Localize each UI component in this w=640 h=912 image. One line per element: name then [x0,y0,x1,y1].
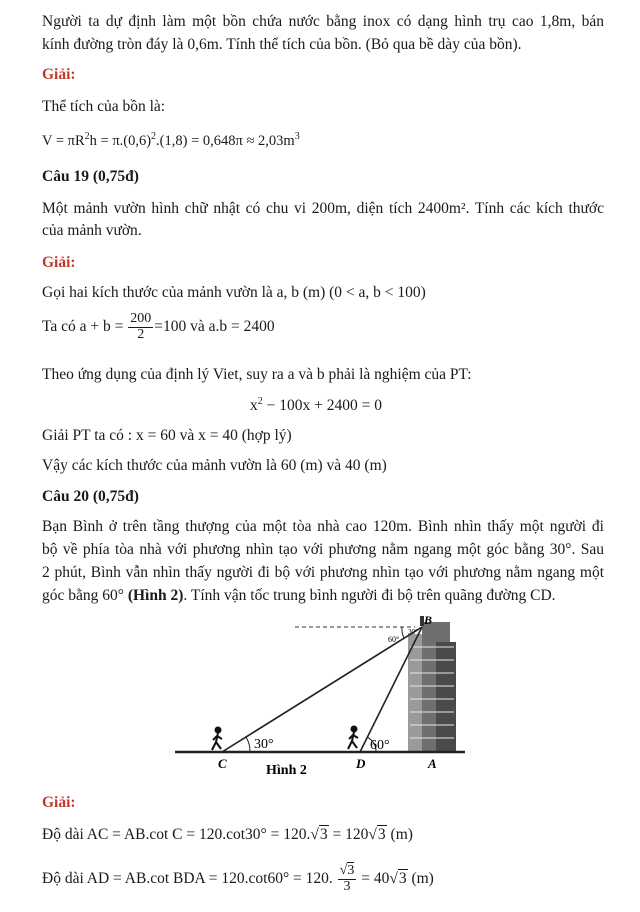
volume-formula [42,131,300,150]
problem20-text-line2: bộ về phía tòa nhà với phương nhìn tạo với phương nằm ngang một góc bằng 30°. Sau [42,541,604,558]
problem19-text-line1: Một mảnh vườn hình chữ nhật có chu vi 200m, diện tích 2400m². Tính các kích thước [42,200,604,217]
point-d-label: D [356,756,366,771]
question-20-heading: Câu 20 (0,75đ) [42,488,139,505]
problem19-step4: Giải PT ta có : x = 60 và x = 40 (hợp lý) [42,427,292,444]
angle-arc-c [246,737,250,752]
walker-at-c-icon [212,728,222,751]
equation-var: x [250,397,258,415]
problem18-text-line2: kính đường tròn đáy là 0,6m. Tính thể tích của bồn. (Bỏ qua bề dày của bồn). [42,36,522,53]
solution-label: Giải: [42,794,76,811]
quadratic-equation [250,396,382,415]
formula-exponent: 2 [84,131,90,142]
ac-part: (m) [386,826,413,843]
sight-line-bc [222,627,422,752]
sqrt-radicand: 3 [377,826,386,843]
fraction-sqrt3-over-3 [338,864,357,894]
formula-part: .(1,8) = 0,648π ≈ 2,03m [156,132,295,149]
problem19-text-line2: của mảnh vườn. [42,222,142,239]
walker-at-d-icon [348,727,358,750]
point-a-label: A [428,756,437,771]
solution-label: Giải: [42,66,76,83]
problem19-step1: Gọi hai kích thước của mảnh vườn là a, b (m) (0 < a, b < 100) [42,284,426,301]
formula-exponent: 3 [294,131,300,142]
sqrt-radicand: 3 [319,826,328,843]
question-19-heading: Câu 19 (0,75đ) [42,168,139,185]
fraction-200-over-2 [128,312,153,342]
fraction-numerator: 200 [130,311,152,326]
problem18-text-line1: Người ta dự định làm một bồn chứa nước bằng inox có dạng hình trụ cao 1,8m, bán [42,13,604,30]
angle-c-label: 30° [254,737,274,752]
problem19-step3: Theo ứng dụng của định lý Viet, suy ra a và b phải là nghiệm của PT: [42,366,472,383]
formula-exponent: 2 [151,131,157,142]
fraction-denominator: 2 [137,326,145,342]
equation-exponent: 2 [257,396,263,407]
step2-suffix: =100 và a.b = 2400 [154,317,275,335]
point-b-label: B [424,613,433,627]
ac-part: Độ dài AC = AB.cot C = 120.cot30° = 120. [42,826,311,843]
ac-length [42,826,413,844]
text-line4-part: . Tính vận tốc trung bình người đi bộ trên quãng đường CD. [183,587,556,604]
ad-part: Độ dài AD = AB.cot BDA = 120.cot60° = 120. [42,869,333,887]
angle-arc-top [402,627,404,638]
figure-hinh-2 [170,612,470,782]
angle-top-label-2: 30° [408,628,418,636]
problem19-step2 [42,312,275,342]
fraction-numerator: √3 [339,863,355,878]
text-line4-part: góc bằng 60° [42,587,128,604]
figure-caption: Hình 2 [266,763,307,778]
equation-rest: − 100x + 2400 = 0 [262,397,382,415]
sqrt-3: √3 [389,869,407,887]
ad-length [42,864,434,894]
formula-part: h = π.(0,6) [89,132,152,149]
ac-part: = 120 [328,826,369,843]
figure-reference: (Hình 2) [127,587,184,604]
step2-prefix: Ta có a + b = [42,317,124,335]
problem20-text-line3: 2 phút, Bình vẫn nhìn thấy người đi bộ với phương nhìn tạo với phương nằm ngang một [42,564,604,581]
sqrt-3: √3 [310,826,328,843]
problem19-conclusion: Vậy các kích thước của mảnh vườn là 60 (m) và 40 (m) [42,457,387,474]
fraction-denominator: 3 [343,878,351,894]
point-c-label: C [218,756,227,771]
problem20-text-line1: Bạn Bình ở trên tầng thượng của một tòa nhà cao 120m. Bình nhìn thấy một người đi [42,518,604,535]
volume-intro: Thể tích của bồn là: [42,98,166,115]
angle-d-label: 60° [370,738,390,753]
sqrt-radicand: 3 [398,869,407,887]
solution-label: Giải: [42,254,76,271]
building-illustration [408,616,456,752]
formula-part: V = πR [42,132,85,149]
sqrt-3: √3 [368,826,386,843]
ad-part: = 40 [357,869,390,887]
sqrt-radicand: 3 [347,863,355,878]
ad-part: (m) [407,869,434,887]
problem20-text-line4 [42,587,556,605]
angle-top-label: 60° [388,635,400,644]
